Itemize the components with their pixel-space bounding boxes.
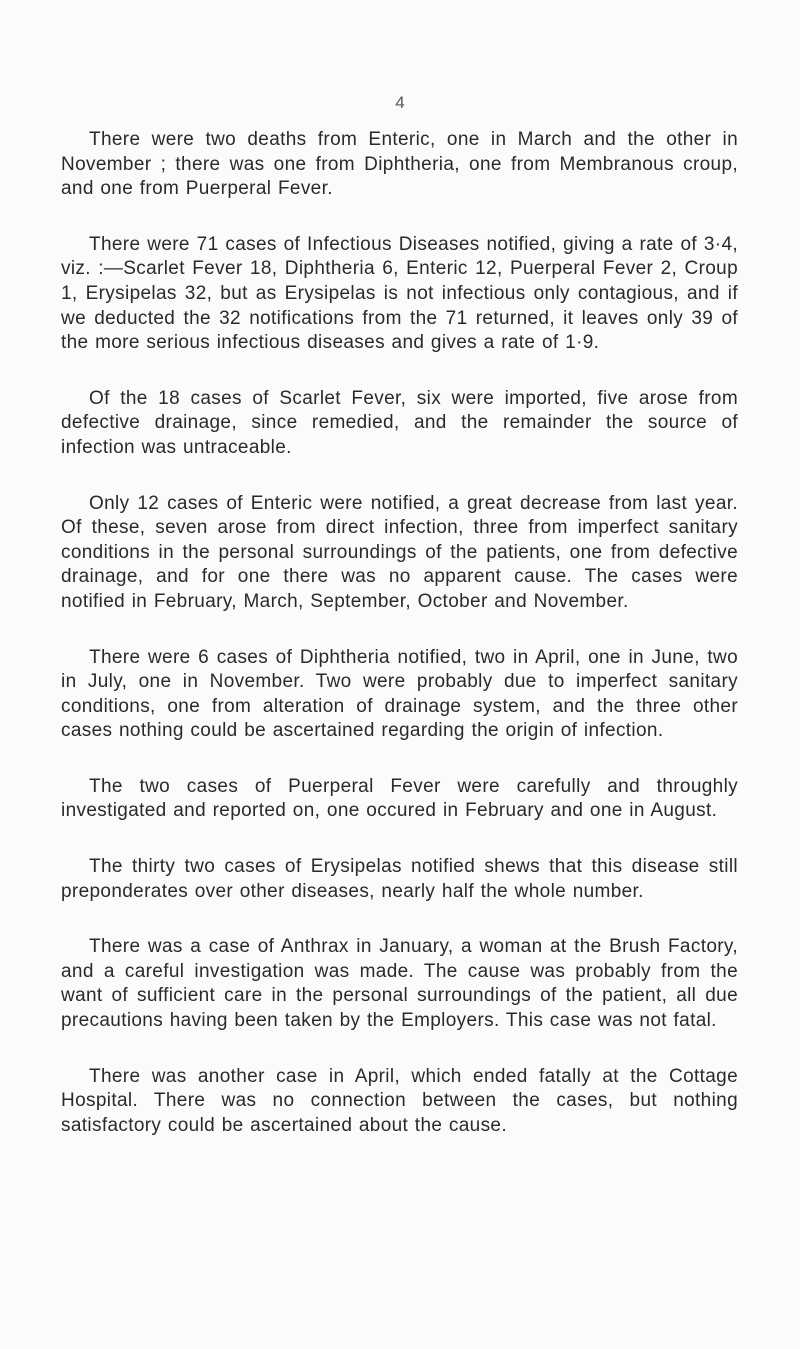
paragraph-infectious-cases: There were 71 cases of Infectious Diseases notified, giving a rate of 3·4, viz. :—Scarlet Fever 18, Diphtheria 6, Enteric 12, Puerperal Fever 2, Croup 1, Erysipelas 32, but as Erysipelas is not infectious only contagious, and if we deducted the 32 notifications from the 71 returned, it leaves only 39 of the more serious infectious diseases and gives a rate of 1·9. bbox=[61, 233, 738, 354]
paragraph-enteric-deaths: There were two deaths from Enteric, one in March and the other in November ; there was one from Diphtheria, one from Membranous croup, and one from Puerperal Fever. bbox=[61, 129, 738, 200]
page-number: 4 bbox=[395, 93, 405, 112]
paragraph-scarlet-fever: Of the 18 cases of Scarlet Fever, six were imported, five arose from defective drainage, since remedied, and the remainder the source of infection was untraceable. bbox=[61, 387, 738, 458]
paragraph-erysipelas: The thirty two cases of Erysipelas notified shews that this disease still preponderates over other diseases, nearly half the whole number. bbox=[61, 856, 738, 902]
paragraph-puerperal-fever: The two cases of Puerperal Fever were carefully and throughly investigated and reported on, one occured in February and one in August. bbox=[61, 775, 738, 822]
paragraph-anthrax-april: There was another case in April, which ended fatally at the Cottage Hospital. There was no connection between the cases, but nothing satisfactory could be ascertained about the cause. bbox=[61, 1065, 738, 1136]
paragraph-diphtheria: There were 6 cases of Diphtheria notified, two in April, one in June, two in July, one in November. Two were probably due to imperfect sanitary conditions, one from alteration of drainage system, and the three other cases nothing could be ascertained regarding the origin of infection. bbox=[61, 646, 738, 742]
paragraph-anthrax-january: There was a case of Anthrax in January, a woman at the Brush Factory, and a careful investigation was made. The cause was probably from the want of sufficient care in the personal surroundings of the patient, all due precautions having been taken by the Employers. This case was not fatal. bbox=[61, 936, 738, 1032]
paragraph-enteric-cases: Only 12 cases of Enteric were notified, a great decrease from last year. Of these, seven arose from direct infection, three from imperfect sanitary conditions in the personal surroundings of the patients, one from defective drainage, and for one there was no apparent cause. The cases were notified in February, March, September, October and November. bbox=[61, 492, 738, 612]
report-body bbox=[61, 128, 738, 1169]
